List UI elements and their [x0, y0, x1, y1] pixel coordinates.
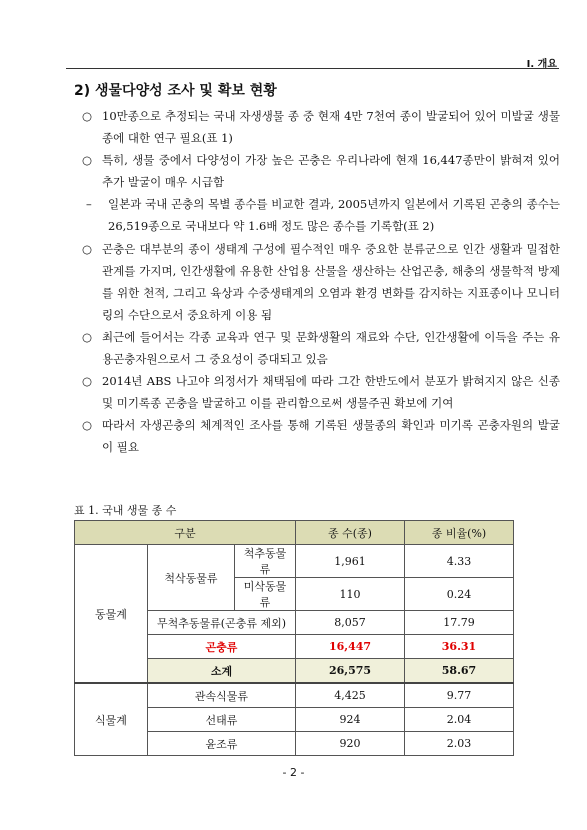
paragraph-text: 10만종으로 추정되는 국내 자생생물 종 중 현재 4만 7천여 종이 발굴되어 있어 미발굴 생물종에 대한 연구 필요(표 1): [102, 109, 560, 146]
row-ratio: 58.67: [405, 659, 514, 684]
bullet-marker: ○: [82, 418, 93, 433]
paragraph: [82, 370, 560, 414]
header-count: 종 수(종): [296, 521, 405, 545]
row-ratio: 2.04: [405, 708, 514, 732]
chapter-header: I. 개요: [526, 59, 557, 70]
row-label: 관속식물류: [148, 683, 296, 708]
row-label: 곤충류: [148, 635, 296, 659]
table-header-row: [75, 521, 514, 545]
row-ratio: 9.77: [405, 683, 514, 708]
paragraph-text: 최근에 들어서는 각종 교육과 연구 및 문화생활의 재료와 수단, 인간생활에 이득을 주는 유용곤충자원으로서 그 중요성이 증대되고 있음: [102, 329, 560, 367]
page-number: - 2 -: [282, 766, 305, 779]
bullet-marker: ○: [82, 329, 93, 344]
row-count: 4,425: [296, 683, 405, 708]
row-label: 윤조류: [148, 732, 296, 756]
paragraph: [82, 149, 560, 193]
row-ratio: 0.24: [405, 578, 514, 611]
row-label: 소계: [148, 659, 296, 684]
paragraph: [82, 193, 560, 237]
table-row: [75, 545, 514, 578]
row-ratio: 4.33: [405, 545, 514, 578]
row-label: 미삭동물류: [235, 578, 296, 611]
bullet-marker: ○: [82, 241, 93, 256]
paragraph: [82, 414, 560, 458]
body-text: [82, 105, 560, 459]
header-ratio: 종 비율(%): [405, 521, 514, 545]
row-ratio: 17.79: [405, 611, 514, 635]
row-count: 924: [296, 708, 405, 732]
row-ratio: 2.03: [405, 732, 514, 756]
header-rule: [66, 68, 559, 69]
paragraph: [82, 238, 560, 326]
table-row: [75, 683, 514, 708]
paragraph-text: 곤충은 대부분의 종이 생태계 구성에 필수적인 매우 중요한 분류군으로 인간 생활과 밀접한 관계를 가지며, 인간생활에 유용한 산업용 산물을 생산하는 산업곤충, 해충의 생물학적 방제를 위한 천적, 그리고 육상과 수중생태계의 오염과 환경 변화를 감지하는 지표종이나 모니터링의 수단으로서 중요하게 이용 됨: [102, 241, 560, 322]
paragraph-text: 따라서 자생곤충의 체계적인 조사를 통해 기록된 생물종의 확인과 미기록 곤충자원의 발굴이 필요: [102, 418, 560, 455]
species-table: [74, 520, 514, 756]
table-caption: 표 1. 국내 생물 종 수: [74, 504, 177, 517]
row-label: 척추동물류: [235, 545, 296, 578]
row-count: 1,961: [296, 545, 405, 578]
paragraph-text: 2014년 ABS 나고야 의정서가 채택됨에 따라 그간 한반도에서 분포가 밝혀지지 않은 신종 및 미기록종 곤충을 발굴하고 이를 관리함으로써 생물주권 확보에 기여: [102, 374, 560, 411]
bullet-marker: ○: [82, 109, 93, 123]
paragraph: [82, 105, 560, 149]
header-category: 구분: [75, 521, 296, 545]
bullet-marker: ○: [82, 153, 93, 168]
row-label: 무척추동물류(곤충류 제외): [148, 611, 296, 635]
paragraph-text: 일본과 국내 곤충의 목별 종수를 비교한 결과, 2005년까지 일본에서 기록된 곤충의 종수는 26,519종으로 국내보다 약 1.6배 정도 많은 종수를 기록함(표 2): [108, 197, 560, 234]
group-animal: 동물계: [75, 545, 148, 684]
section-title: 2) 생물다양성 조사 및 확보 현황: [74, 83, 277, 99]
subgroup-chordata: 척삭동물류: [148, 545, 235, 611]
row-count: 110: [296, 578, 405, 611]
paragraph-text: 특히, 생물 중에서 다양성이 가장 높은 곤충은 우리나라에 현재 16,447종만이 밝혀져 있어 추가 발굴이 매우 시급함: [102, 153, 560, 190]
row-count: 8,057: [296, 611, 405, 635]
dash-marker: –: [86, 197, 92, 212]
row-count: 26,575: [296, 659, 405, 684]
row-count: 16,447: [296, 635, 405, 659]
group-plant: 식물계: [75, 683, 148, 756]
paragraph: [82, 326, 560, 370]
bullet-marker: ○: [82, 374, 93, 389]
row-ratio: 36.31: [405, 635, 514, 659]
row-label: 선태류: [148, 708, 296, 732]
row-count: 920: [296, 732, 405, 756]
